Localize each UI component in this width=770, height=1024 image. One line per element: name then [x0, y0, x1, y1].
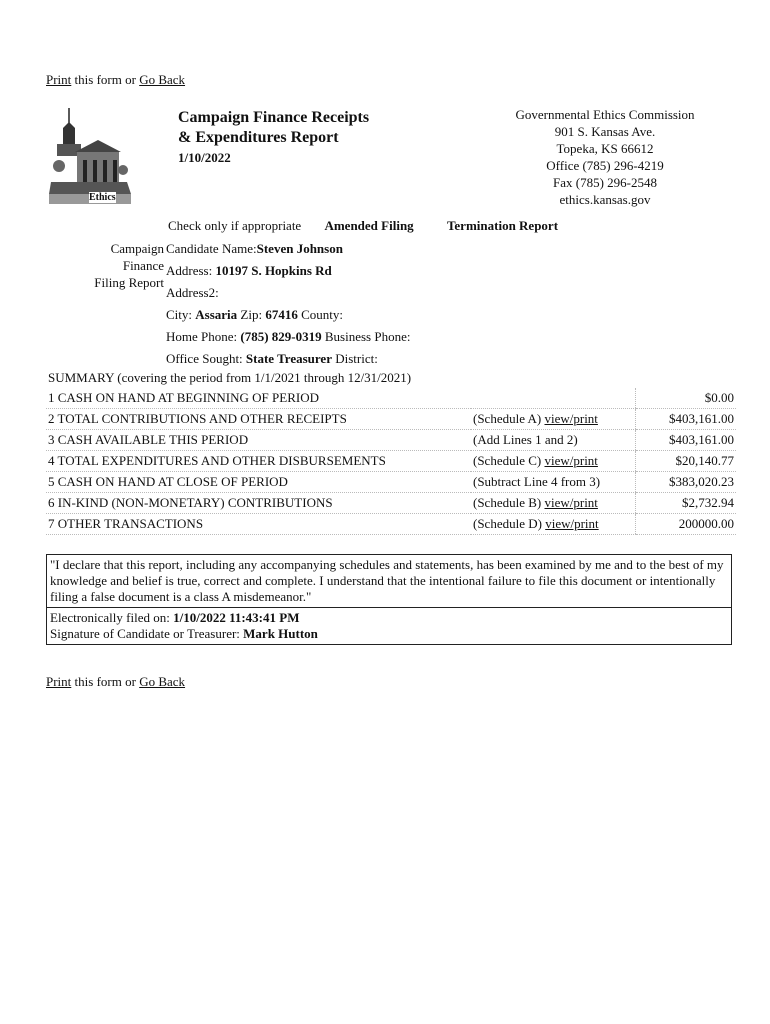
amended-filing-label: Amended Filing [324, 218, 414, 233]
address-label: Address: [166, 263, 213, 278]
commission-web: ethics.kansas.gov [559, 192, 651, 207]
commission-fax: Fax (785) 296-2548 [553, 175, 657, 190]
business-phone-label: Business Phone: [324, 329, 411, 344]
schedule-text: (Schedule C) [473, 453, 542, 468]
row-schedule [471, 472, 636, 493]
commission-street: 901 S. Kansas Ave. [554, 124, 656, 139]
zip-value: 67416 [265, 307, 298, 322]
summary-table [46, 368, 736, 535]
zip-label: Zip: [240, 307, 263, 322]
row-number: 2 [48, 411, 55, 426]
row-schedule [471, 409, 636, 430]
row-number: 1 [48, 390, 55, 405]
table-row [46, 388, 736, 409]
print-link[interactable]: Print [46, 72, 72, 87]
row-schedule [471, 451, 636, 472]
schedule-a-view-link[interactable]: view/print [544, 411, 598, 426]
row-amount: $383,020.23 [636, 472, 737, 493]
commission-city: Topeka, KS 66612 [556, 141, 654, 156]
table-row [46, 409, 736, 430]
address2-label: Address2: [166, 285, 219, 300]
termination-report-label: Termination Report [446, 218, 559, 233]
candidate-label: Candidate Name: [166, 241, 257, 256]
office-label: Office Sought: [166, 351, 243, 366]
county-label: County: [301, 307, 343, 322]
declaration-text: "I declare that this report, including any accompanying schedules and statements, has been examined by me and to the best of my knowledge and belief is true, correct and complete. I understand that the intentional failure to file this document or intentionally filing a false document is a class A misdemeanor." [47, 555, 731, 608]
row-label [46, 430, 471, 451]
filed-label: Electronically filed on: [50, 610, 170, 625]
city-label: City: [166, 307, 193, 322]
row-amount: $0.00 [636, 388, 737, 409]
signature-line [50, 626, 728, 642]
bottom-nav [46, 674, 185, 690]
signature-value: Mark Hutton [243, 626, 318, 641]
schedule-text: (Subtract Line 4 from 3) [473, 474, 601, 489]
report-title [178, 108, 369, 168]
row-number: 6 [48, 495, 55, 510]
row-label [46, 493, 471, 514]
candidate-line [166, 238, 410, 260]
row-amount: $403,161.00 [636, 430, 737, 451]
go-back-link[interactable]: Go Back [139, 72, 186, 87]
row-schedule [471, 430, 636, 451]
filed-value: 1/10/2022 11:43:41 PM [173, 610, 300, 625]
row-number: 7 [48, 516, 55, 531]
go-back-link-bottom[interactable]: Go Back [139, 674, 186, 689]
top-nav [46, 72, 185, 88]
row-text: CASH ON HAND AT BEGINNING OF PERIOD [57, 390, 319, 405]
row-number: 4 [48, 453, 55, 468]
row-text: CASH ON HAND AT CLOSE OF PERIOD [57, 474, 288, 489]
schedule-text: (Schedule D) [473, 516, 542, 531]
home-phone-label: Home Phone: [166, 329, 238, 344]
row-amount: 200000.00 [636, 514, 737, 535]
city-value: Assaria [195, 307, 238, 322]
row-label [46, 514, 471, 535]
city-line [166, 304, 410, 326]
row-label [46, 472, 471, 493]
summary-header-row [46, 368, 736, 388]
summary-header: SUMMARY (covering the period from 1/1/2021 through 12/31/2021) [48, 370, 412, 385]
schedule-text: (Schedule B) [473, 495, 542, 510]
home-phone-value: (785) 829-0319 [240, 329, 322, 344]
check-line [168, 218, 558, 234]
row-schedule [471, 514, 636, 535]
row-schedule [471, 493, 636, 514]
table-row [46, 514, 736, 535]
row-text: TOTAL EXPENDITURES AND OTHER DISBURSEMENTS [57, 453, 386, 468]
declaration-box [46, 554, 732, 645]
row-text: OTHER TRANSACTIONS [57, 516, 204, 531]
schedule-d-view-link[interactable]: view/print [545, 516, 599, 531]
address-value: 10197 S. Hopkins Rd [215, 263, 332, 278]
row-amount: $403,161.00 [636, 409, 737, 430]
schedule-text: (Schedule A) [473, 411, 542, 426]
row-label [46, 409, 471, 430]
form-label-2: Finance [122, 258, 164, 273]
print-link-bottom[interactable]: Print [46, 674, 72, 689]
row-number: 3 [48, 432, 55, 447]
nav-middle-text: this form or [74, 72, 136, 87]
commission-address [498, 106, 712, 208]
schedule-text: (Add Lines 1 and 2) [473, 432, 578, 447]
commission-office-phone: Office (785) 296-4219 [546, 158, 664, 173]
form-side-label [80, 240, 164, 291]
row-number: 5 [48, 474, 55, 489]
table-row [46, 472, 736, 493]
filing-signature [47, 608, 731, 644]
candidate-info [166, 238, 410, 370]
address-line [166, 260, 410, 282]
title-line-1: Campaign Finance Receipts [178, 109, 370, 126]
signature-label: Signature of Candidate or Treasurer: [50, 626, 240, 641]
check-label: Check only if appropriate [168, 218, 302, 233]
row-text: CASH AVAILABLE THIS PERIOD [57, 432, 249, 447]
table-row [46, 430, 736, 451]
seal-text: Ethics [89, 192, 116, 203]
schedule-b-view-link[interactable]: view/print [544, 495, 598, 510]
table-row [46, 493, 736, 514]
commission-name: Governmental Ethics Commission [515, 107, 695, 122]
form-label-1: Campaign [110, 241, 164, 256]
report-date: 1/10/2022 [178, 150, 231, 165]
row-text: IN-KIND (NON-MONETARY) CONTRIBUTIONS [57, 495, 333, 510]
row-amount: $2,732.94 [636, 493, 737, 514]
row-label [46, 388, 471, 409]
title-line-2: & Expenditures Report [178, 129, 339, 146]
nav-middle-text-bottom: this form or [74, 674, 136, 689]
office-value: State Treasurer [245, 351, 332, 366]
district-label: District: [335, 351, 378, 366]
ethics-seal-icon [47, 104, 133, 210]
row-label [46, 451, 471, 472]
filed-line [50, 610, 728, 626]
schedule-c-view-link[interactable]: view/print [544, 453, 598, 468]
office-line [166, 348, 410, 370]
candidate-name: Steven Johnson [256, 241, 343, 256]
address2-line [166, 282, 410, 304]
row-amount: $20,140.77 [636, 451, 737, 472]
phone-line [166, 326, 410, 348]
form-label-3: Filing Report [94, 275, 164, 290]
row-schedule [471, 388, 636, 409]
row-text: TOTAL CONTRIBUTIONS AND OTHER RECEIPTS [57, 411, 347, 426]
table-row [46, 451, 736, 472]
